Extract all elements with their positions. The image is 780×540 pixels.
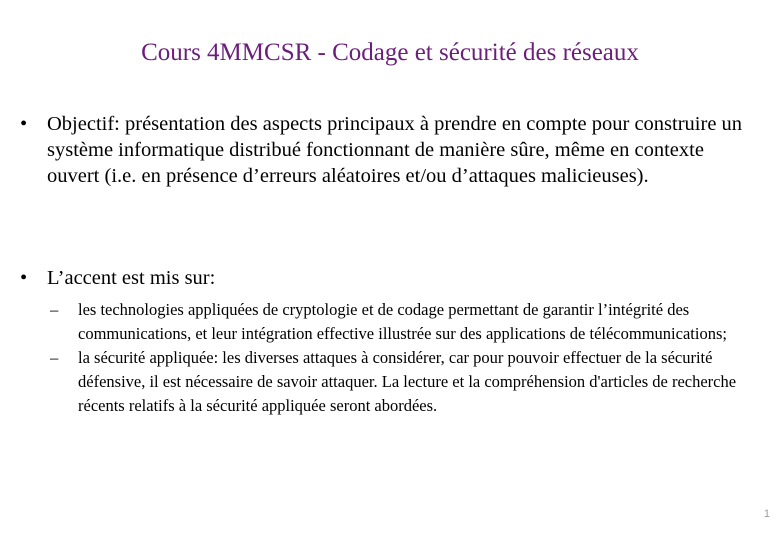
slide-title: Cours 4MMCSR - Codage et sécurité des réseaux xyxy=(141,39,639,66)
bullet-marker: • xyxy=(20,113,28,135)
bullet-accent-text: L’accent est mis sur: xyxy=(47,267,216,289)
bullet-marker: • xyxy=(20,267,28,289)
bullet-accent xyxy=(20,265,760,291)
bullet-objectif-text: Objectif: présentation des aspects principaux à prendre en compte pour construire un système informatique distribué fonctionnant de manière sûre, même en contexte ouvert (i.e. en présence d’erreurs aléatoires et/ou d’attaques malicieuses). xyxy=(47,113,743,187)
sub-bullet-marker: – xyxy=(50,300,59,319)
sub-bullet-securite-text: la sécurité appliquée: les diverses attaques à considérer, car pour pouvoir effectuer de la sécurité défensive, il est nécessaire de savoir attaquer. La lecture et la compréhension d'articles de recherche récents relatifs à la sécurité appliquée seront abordées. xyxy=(78,348,737,415)
page-number: 1 xyxy=(763,508,770,520)
sub-bullet-technologies-text: les technologies appliquées de cryptologie et de codage permettant de garantir l’intégrité des communications, et leur intégration effective illustrée sur des applications de télécommunications; xyxy=(78,300,727,343)
sub-bullet-securite xyxy=(50,346,750,418)
sub-bullet-technologies xyxy=(50,298,750,346)
sub-bullet-marker: – xyxy=(50,348,59,367)
bullet-objectif xyxy=(20,111,760,189)
sub-bullet-list xyxy=(50,298,750,418)
